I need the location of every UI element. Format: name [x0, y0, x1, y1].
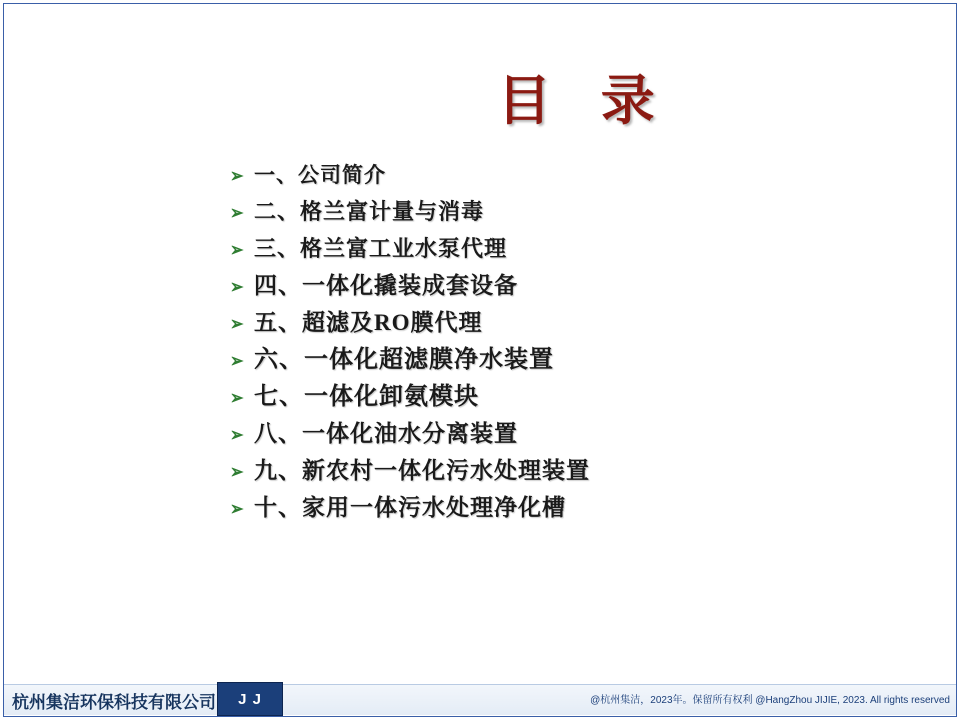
company-logo [217, 682, 283, 716]
toc-item-label: 十、家用一体污水处理净化槽 [254, 495, 566, 520]
list-item[interactable] [228, 158, 888, 192]
list-item[interactable] [228, 491, 888, 525]
slide-footer [4, 680, 956, 716]
list-item[interactable] [228, 417, 888, 451]
toc-item-label: 四、一体化撬装成套设备 [254, 273, 518, 298]
arrow-bullet-icon: ➢ [229, 462, 244, 483]
list-item[interactable] [228, 195, 888, 229]
toc-item-label: 一、公司简介 [254, 163, 386, 187]
toc-item-label: 九、新农村一体化污水处理装置 [254, 458, 590, 483]
arrow-bullet-icon: ➢ [229, 351, 244, 372]
toc-item-label: 六、一体化超滤膜净水装置 [254, 347, 554, 373]
toc-item-label: 八、一体化油水分离装置 [254, 421, 518, 446]
toc-item-label: 七、一体化卸氨模块 [254, 384, 479, 410]
arrow-bullet-icon: ➢ [229, 388, 244, 409]
page-title: 目 录 [497, 71, 673, 131]
toc-item-label: 五、超滤及RO膜代理 [254, 310, 483, 335]
toc-item-label: 三、格兰富工业水泵代理 [254, 236, 508, 261]
arrow-bullet-icon: ➢ [229, 240, 244, 261]
table-of-contents [228, 158, 888, 528]
arrow-bullet-icon: ➢ [229, 499, 244, 520]
list-item[interactable] [228, 343, 888, 377]
list-item[interactable] [228, 380, 888, 414]
toc-item-label: 二、格兰富计量与消毒 [254, 199, 485, 224]
list-item[interactable] [228, 269, 888, 303]
arrow-bullet-icon: ➢ [229, 277, 244, 298]
logo-text: J J [238, 690, 262, 708]
arrow-bullet-icon: ➢ [229, 166, 244, 187]
arrow-bullet-icon: ➢ [229, 425, 244, 446]
copyright-text: @杭州集洁，2023年。保留所有权利 @HangZhou JIJIE, 2023. All rights reserved [590, 695, 950, 706]
list-item[interactable] [228, 232, 888, 266]
arrow-bullet-icon: ➢ [229, 203, 244, 224]
list-item[interactable] [228, 454, 888, 488]
arrow-bullet-icon: ➢ [229, 314, 244, 335]
footer-company-name: 杭州集洁环保科技有限公司 [12, 693, 216, 712]
list-item[interactable] [228, 306, 888, 340]
